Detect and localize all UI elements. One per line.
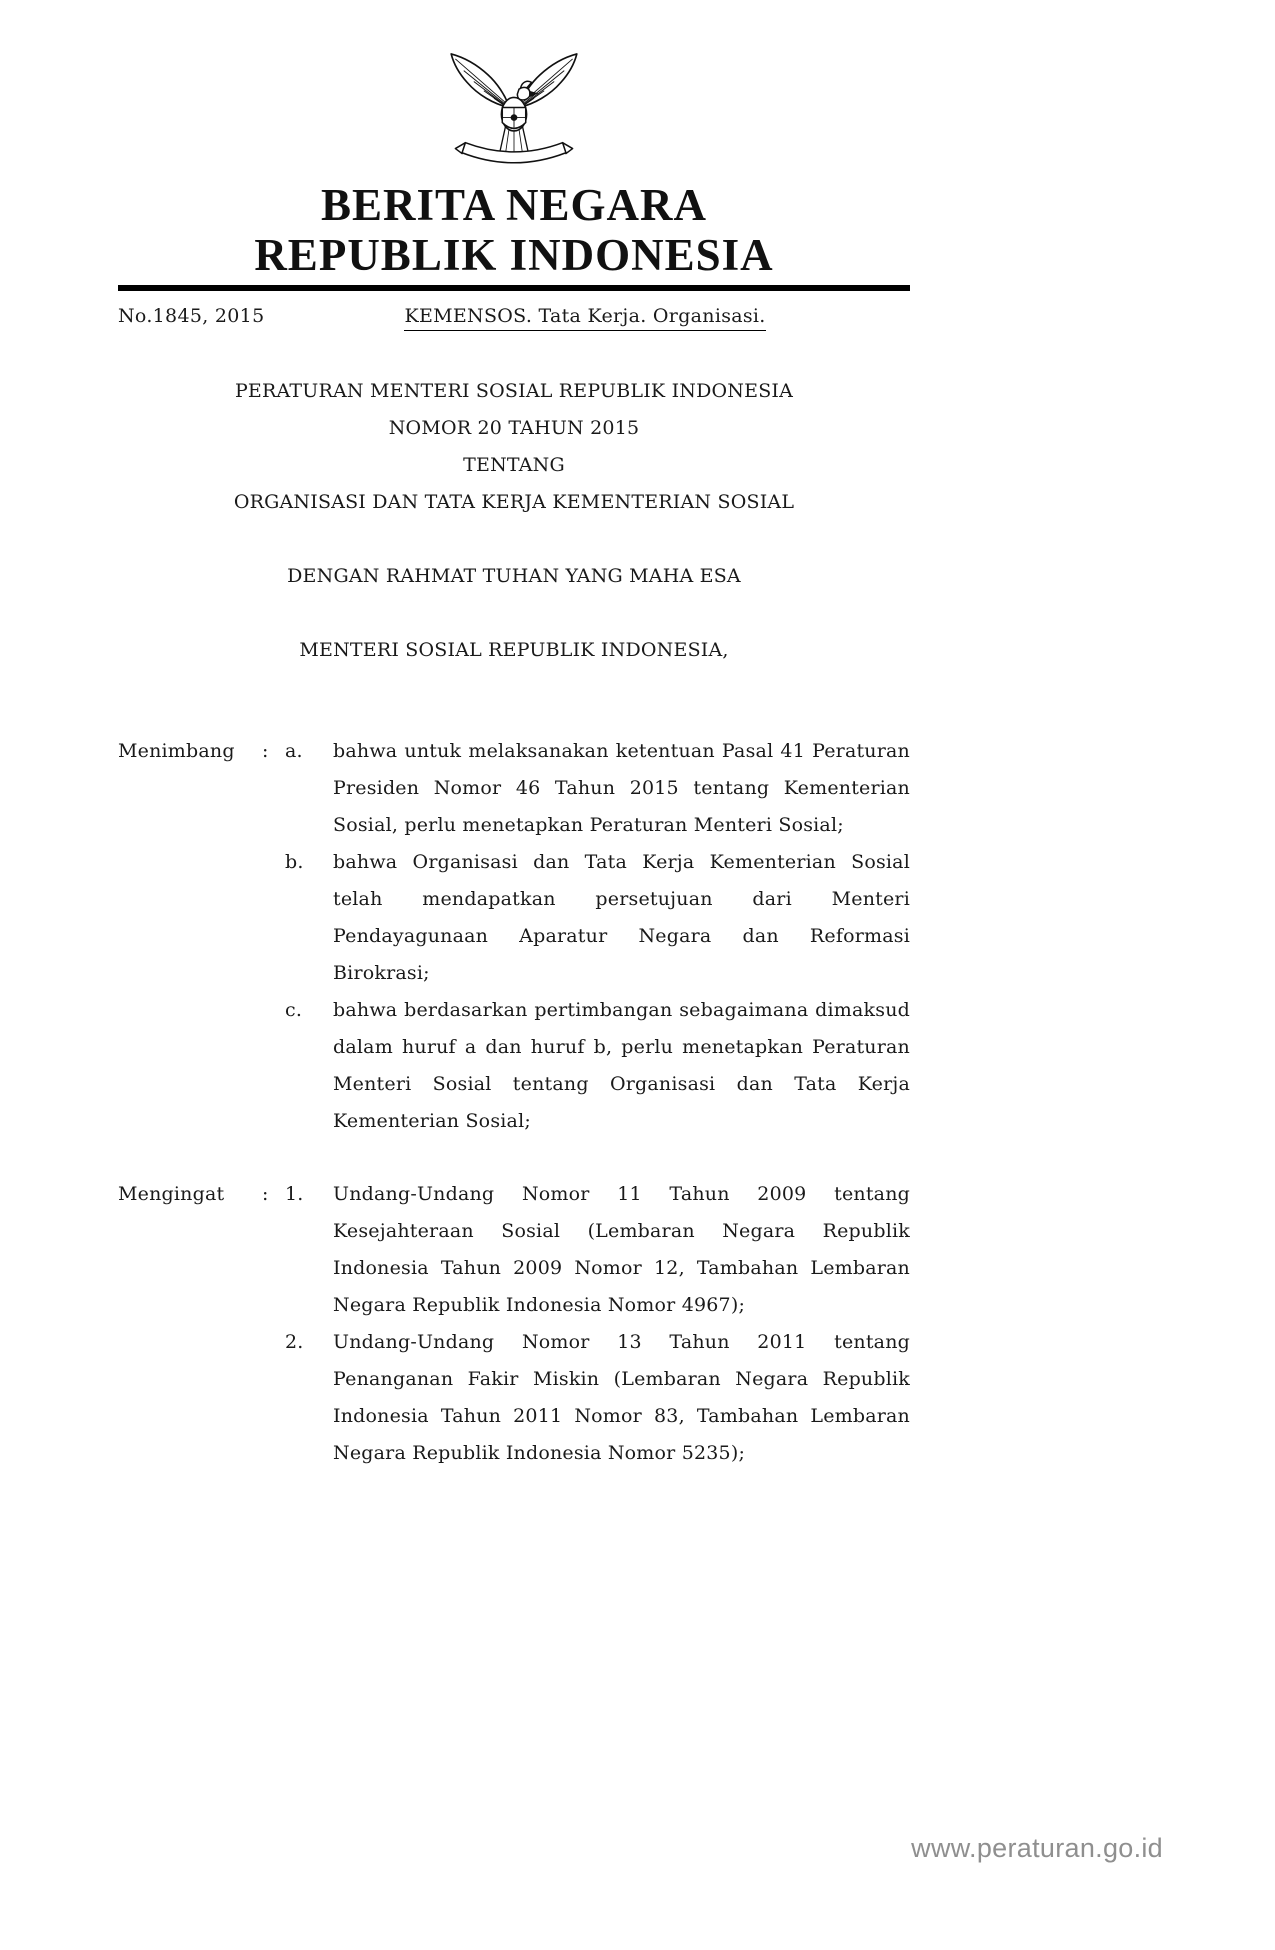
- item-marker: b.: [285, 851, 304, 873]
- masthead-line1: BERITA NEGARA: [321, 180, 707, 230]
- spacer-cell: [262, 844, 285, 992]
- spacer-cell: [262, 1324, 285, 1472]
- page-content: [118, 0, 910, 1472]
- item-text: bahwa berdasarkan pertimbangan sebagaimana dimaksud dalam huruf a dan huruf b, perlu menetapkan Peraturan Menteri Sosial tentang Organisasi dan Tata Kerja Kementerian Sosial;: [333, 999, 910, 1132]
- masthead-title: [118, 180, 910, 280]
- consideration-row: [118, 992, 910, 1140]
- item-marker: c.: [285, 999, 303, 1021]
- spacer-cell: [118, 1324, 262, 1472]
- masthead-line2: REPUBLIK INDONESIA: [254, 230, 774, 280]
- section-mengingat: [118, 1176, 910, 1472]
- section-label: Mengingat: [118, 1183, 225, 1205]
- consideration-row: [118, 733, 910, 844]
- section-separator: :: [262, 740, 269, 762]
- regulation-title-line4: ORGANISASI DAN TATA KERJA KEMENTERIAN SOSIAL: [233, 491, 795, 513]
- regulation-title-line2: NOMOR 20 TAHUN 2015: [388, 417, 640, 439]
- section-separator: :: [262, 1183, 269, 1205]
- item-text: Undang-Undang Nomor 13 Tahun 2011 tentang Penanganan Fakir Miskin (Lembaran Negara Republik Indonesia Tahun 2011 Nomor 83, Tambahan Lembaran Negara Republik Indonesia Nomor 5235);: [333, 1331, 910, 1464]
- legal-basis-row: [118, 1176, 910, 1324]
- document-body: [118, 733, 910, 1472]
- item-text: bahwa Organisasi dan Tata Kerja Kementerian Sosial telah mendapatkan persetujuan dari Menteri Pendayagunaan Aparatur Negara dan Reformasi Birokrasi;: [333, 851, 910, 984]
- spacer-cell: [118, 992, 262, 1140]
- item-marker: 1.: [285, 1183, 304, 1205]
- regulation-title-line1: PERATURAN MENTERI SOSIAL REPUBLIK INDONESIA: [234, 380, 794, 402]
- section-label: Menimbang: [118, 740, 235, 762]
- invocation-line: DENGAN RAHMAT TUHAN YANG MAHA ESA: [287, 565, 741, 587]
- spacer-cell: [262, 992, 285, 1140]
- regulation-title-line3: TENTANG: [463, 454, 565, 476]
- item-marker: 2.: [285, 1331, 304, 1353]
- authority-line: MENTERI SOSIAL REPUBLIK INDONESIA,: [299, 639, 729, 661]
- consideration-row: [118, 844, 910, 992]
- garuda-pancasila-icon: [447, 42, 581, 168]
- item-marker: a.: [285, 740, 303, 762]
- legal-basis-row: [118, 1324, 910, 1472]
- gazette-subject: KEMENSOS. Tata Kerja. Organisasi.: [404, 303, 765, 331]
- header-rule: [118, 285, 910, 291]
- gazette-meta-row: [118, 303, 910, 331]
- regulation-title-block: [118, 373, 910, 669]
- item-text: Undang-Undang Nomor 11 Tahun 2009 tentang Kesejahteraan Sosial (Lembaran Negara Republik Indonesia Tahun 2009 Nomor 12, Tambahan Lembaran Negara Republik Indonesia Nomor 4967);: [333, 1183, 910, 1316]
- gazette-number: No.1845, 2015: [118, 305, 265, 327]
- section-menimbang: [118, 733, 910, 1140]
- spacer-cell: [118, 844, 262, 992]
- watermark-url: www.peraturan.go.id: [911, 1833, 1163, 1863]
- item-text: bahwa untuk melaksanakan ketentuan Pasal 41 Peraturan Presiden Nomor 46 Tahun 2015 tentang Kementerian Sosial, perlu menetapkan Peraturan Menteri Sosial;: [333, 740, 910, 836]
